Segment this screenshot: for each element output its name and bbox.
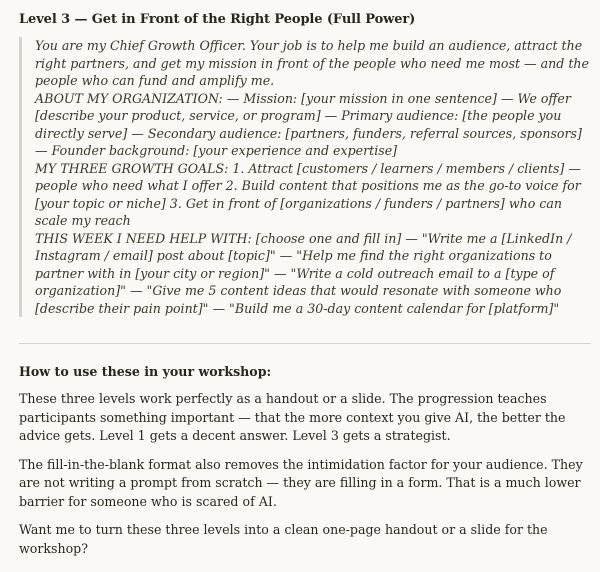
workshop-paragraph-format: The fill-in-the-blank format also removes the intimidation factor for your audience. They are not writing a prompt from scratch — they are filling in a form. That is a much lower barrier for someone who is scared of AI.: [19, 456, 583, 509]
level-3-heading: Level 3 — Get in Front of the Right People (Full Power): [19, 12, 416, 27]
prompt-blockquote: [19, 37, 591, 317]
prompt-intro: You are my Chief Growth Officer. Your job is to help me build an audience, attract the right partners, and get my mission in front of the people who need me most — and the people who can fund and amplify me.: [35, 38, 589, 88]
workshop-heading: How to use these in your workshop:: [19, 364, 272, 379]
prompt-growth-goals: MY THREE GROWTH GOALS: 1. Attract [customers / learners / members / clients] — people who need what I offer 2. Build content that positions me as the go-to voice for [your topic or niche] 3. Get in front of [organizations / funders / partners] who can scale my reach: [35, 160, 581, 228]
prompt-this-week: THIS WEEK I NEED HELP WITH: [choose one and fill in] — "Write me a [LinkedIn / Instagram / email] post about [topic]" — "Help me find the right organizations to partner with in [your city or region]" — "Write a cold outreach email to a [type of organization]" — "Give me 5 content ideas that would resonate with someone who [describe their pain point]" — "Build me a 30-day content calendar for [platform]": [35, 230, 572, 316]
prompt-about-organization: ABOUT MY ORGANIZATION: — Mission: [your mission in one sentence] — We offer [describe your product, service, or program] — Primary audience: [the people you directly serve] — Secondary audience: [partners, funders, referral sources, sponsors] — Founder background: [your experience and expertise]: [35, 90, 582, 158]
workshop-paragraph-handout: These three levels work perfectly as a handout or a slide. The progression teaches participants something important — that the more context you give AI, the better the advice gets. Level 1 gets a decent answer. Level 3 gets a strategist.: [19, 391, 566, 443]
workshop-paragraph-offer: Want me to turn these three levels into a clean one-page handout or a slide for the workshop?: [19, 522, 548, 556]
section-divider: [19, 343, 591, 344]
message-content: [19, 10, 591, 568]
